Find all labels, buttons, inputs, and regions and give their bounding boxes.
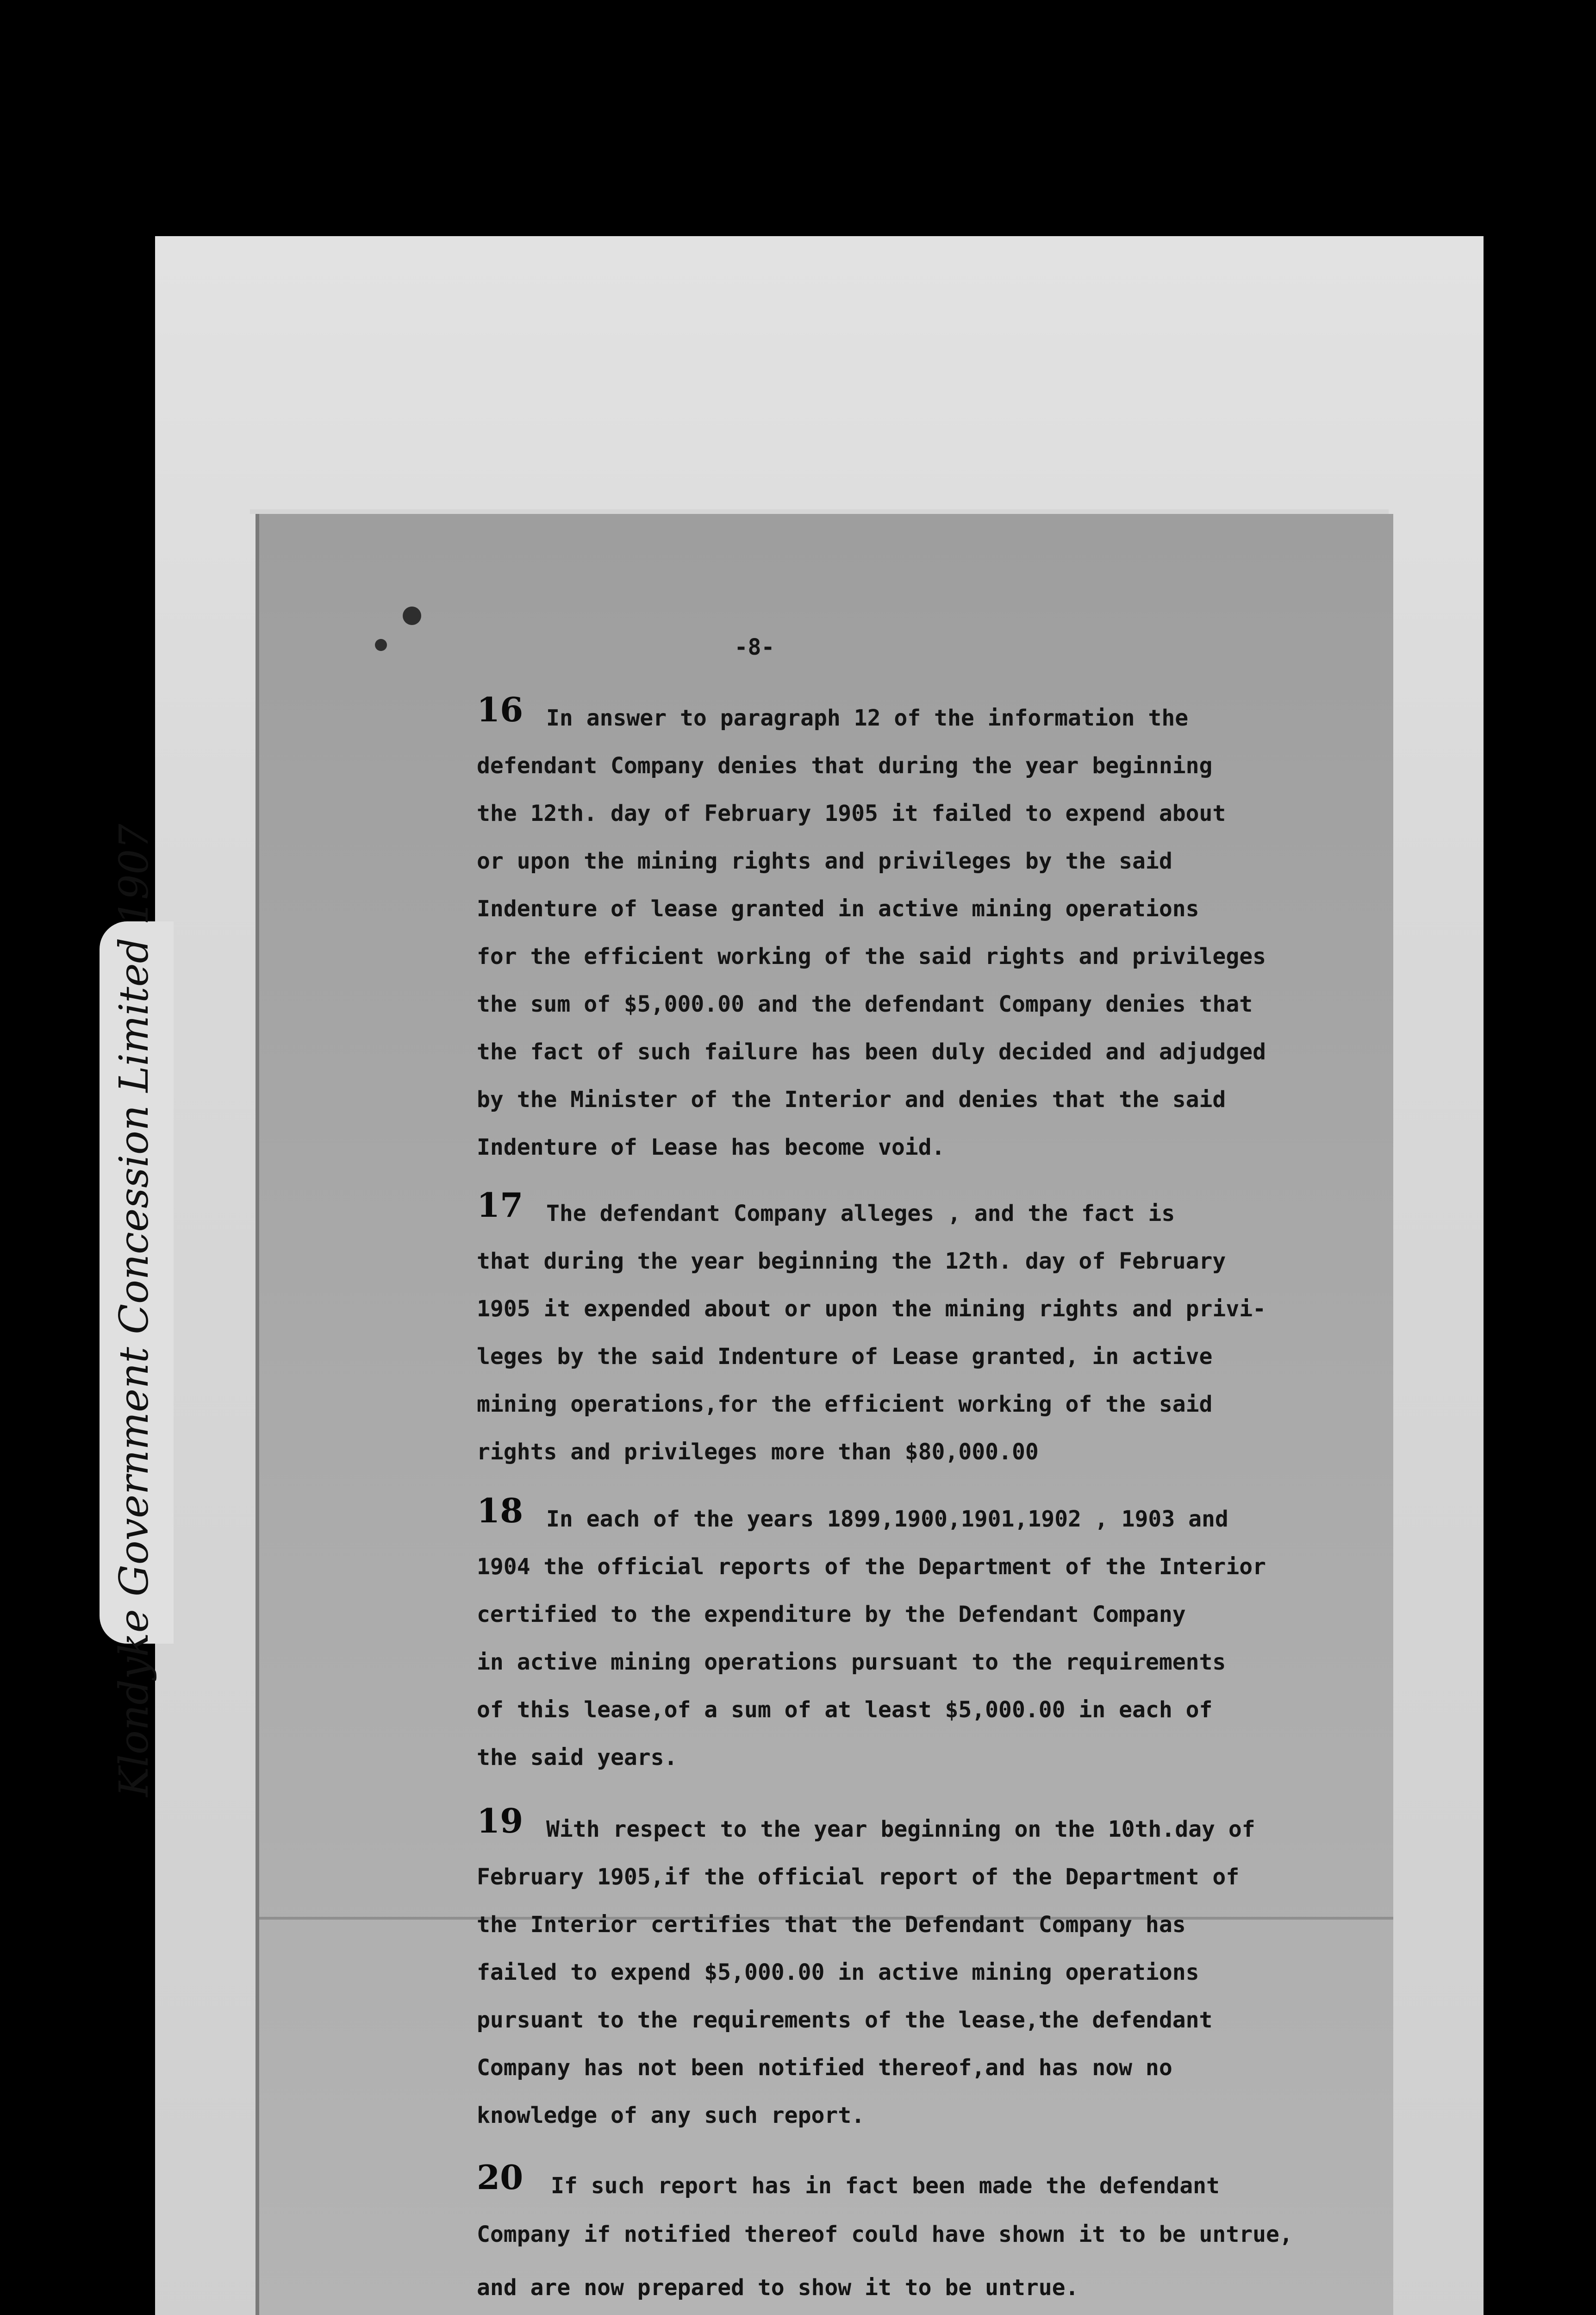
paragraph-17-line: The defendant Company alleges , and the fact is — [546, 1201, 1175, 1226]
paragraph-16-line: the 12th. day of February 1905 it failed to expend about — [477, 801, 1226, 826]
paragraph-16-line: by the Minister of the Interior and denies that the said — [477, 1087, 1226, 1113]
paragraph-16-line: Indenture of Lease has become void. — [477, 1134, 945, 1160]
paragraph-19-line: With respect to the year beginning on the 10th.day of — [546, 1816, 1255, 1842]
paragraph-17-line: 1905 it expended about or upon the mining rights and privi- — [477, 1296, 1266, 1322]
paragraph-16-line: the sum of $5,000.00 and the defendant Company denies that — [477, 991, 1253, 1017]
paragraph-20-line: and are now prepared to show it to be untrue. — [477, 2275, 1079, 2301]
ink-spot — [375, 639, 387, 651]
paragraph-16-line: for the efficient working of the said rights and privileges — [477, 944, 1266, 970]
paragraph-19-line: knowledge of any such report. — [477, 2102, 865, 2128]
paragraph-18-line: 1904 the official reports of the Department of the Interior — [477, 1554, 1266, 1580]
paragraph-number: 19 — [477, 1801, 524, 1840]
paragraph-16-line: or upon the mining rights and privileges by the said — [477, 848, 1172, 874]
paragraph-18-line: in active mining operations pursuant to the requirements — [477, 1649, 1226, 1675]
paragraph-number: 16 — [477, 690, 524, 729]
paragraph-18-line: In each of the years 1899,1900,1901,1902 , 1903 and — [546, 1506, 1228, 1532]
paragraph-16-line: Indenture of lease granted in active mining operations — [477, 896, 1199, 922]
folder-tab-label-text: Klondyke Government Concession Limited 1907 — [111, 824, 157, 1797]
paragraph-17-line: that during the year beginning the 12th. day of February — [477, 1248, 1226, 1274]
folder-tab-handwriting — [93, 824, 176, 1797]
paragraph-20-line: Company if notified thereof could have shown it to be untrue, — [477, 2221, 1293, 2247]
paragraph-number: 17 — [477, 1185, 524, 1225]
paragraph-19-line: the Interior certifies that the Defendant Company has — [477, 1912, 1186, 1938]
paragraph-18-line: the said years. — [477, 1745, 678, 1771]
paragraph-17-line: leges by the said Indenture of Lease granted, in active — [477, 1344, 1213, 1370]
paragraph-16-line: the fact of such failure has been duly decided and adjudged — [477, 1039, 1266, 1065]
paragraph-19-line: February 1905,if the official report of the Department of — [477, 1864, 1240, 1890]
paragraph-17-line: mining operations,for the efficient working of the said — [477, 1391, 1213, 1417]
paragraph-16-line: In answer to paragraph 12 of the information the — [546, 705, 1189, 731]
paragraph-16-line: defendant Company denies that during the year beginning — [477, 753, 1213, 779]
page-number: -8- — [734, 634, 775, 660]
page-top-edge — [250, 509, 1389, 514]
paragraph-20-line: If such report has in fact been made the defendant — [551, 2173, 1220, 2199]
paragraph-17-line: rights and privileges more than $80,000.00 — [477, 1439, 1039, 1465]
paragraph-number: 18 — [477, 1491, 524, 1530]
paragraph-18-line: of this lease,of a sum of at least $5,000.00 in each of — [477, 1697, 1213, 1723]
paragraph-19-line: Company has not been notified thereof,and has now no — [477, 2055, 1172, 2081]
paragraph-19-line: pursuant to the requirements of the lease,the defendant — [477, 2007, 1213, 2033]
paragraph-number: 20 — [477, 2158, 524, 2197]
paragraph-19-line: failed to expend $5,000.00 in active mining operations — [477, 1959, 1199, 1985]
ink-spot — [403, 607, 421, 625]
paragraph-18-line: certified to the expenditure by the Defendant Company — [477, 1602, 1186, 1627]
